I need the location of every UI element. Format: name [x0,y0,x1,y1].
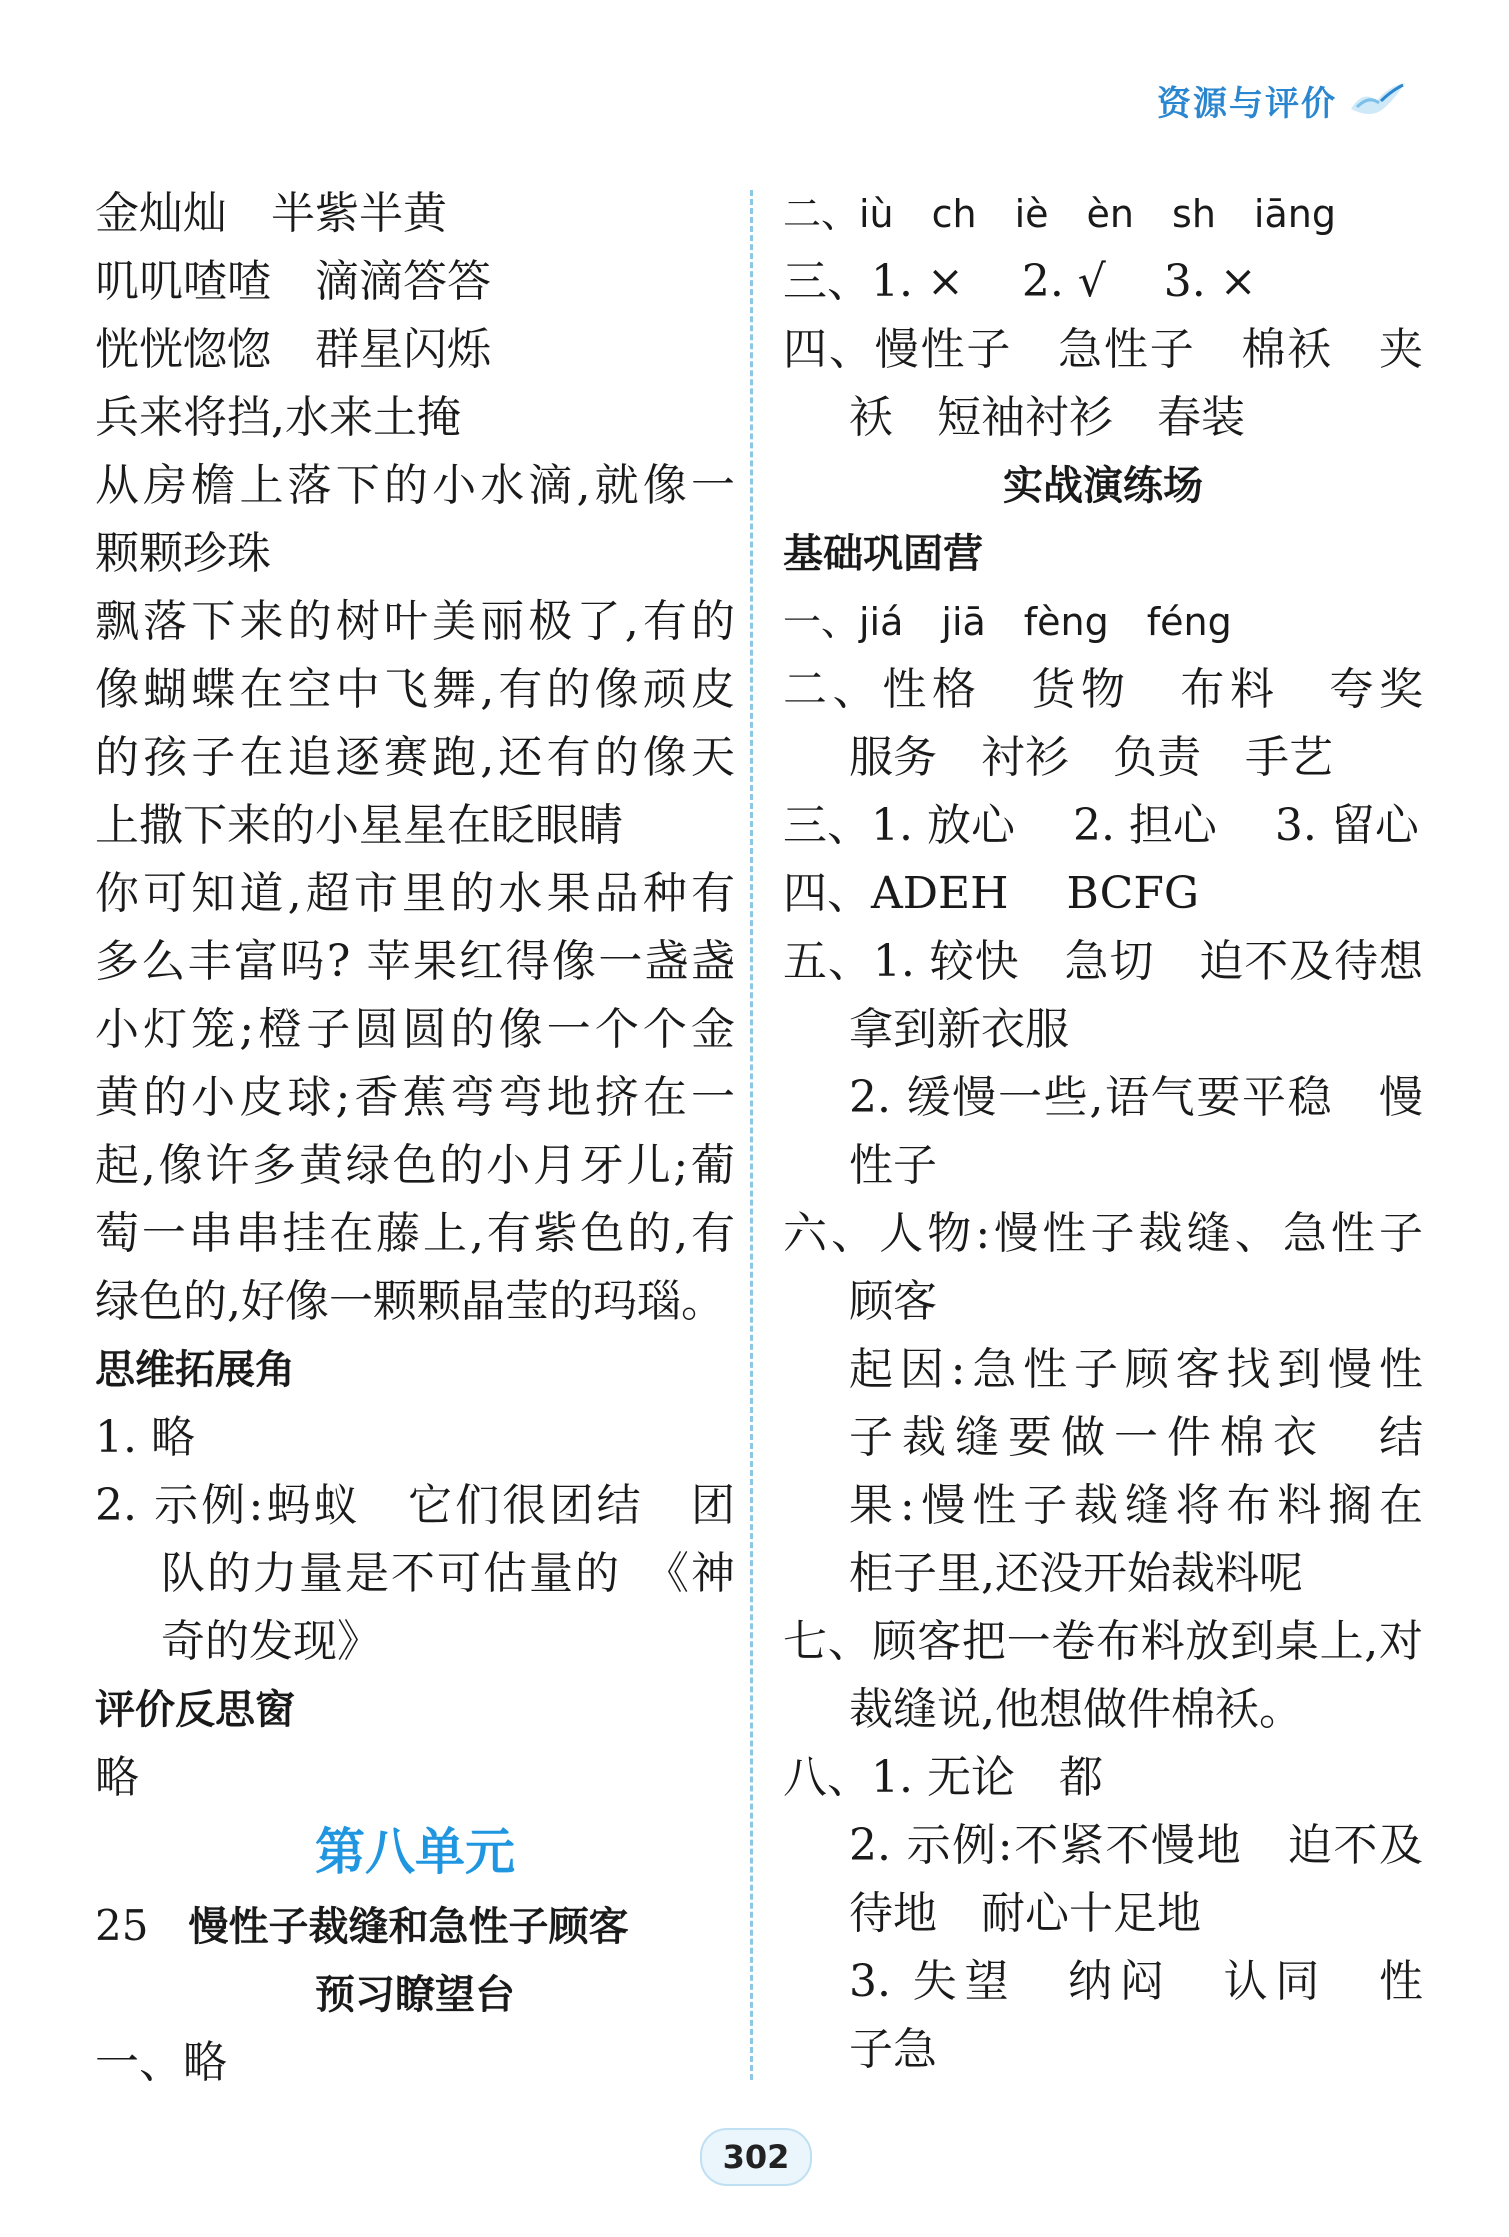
section-heading: 基础巩固营 [783,531,983,577]
answer-line: 2. 示例:不紧不慢地 迫不及 [849,1820,1423,1871]
answer-line: 待地 耐心十足地 [849,1888,1201,1939]
answer-line: 三、1. × 2. √ 3. × [783,256,1257,307]
answer-line: 奇的发现》 [161,1616,381,1667]
answer-line: 飘落下来的树叶美丽极了,有的 [95,596,735,647]
answer-line: 一、略 [95,2037,227,2088]
answer-line: 上撒下来的小星星在眨眼睛 [95,800,623,851]
page-number: 302 [700,2128,812,2186]
running-header [1157,76,1409,125]
answer-line: 你可知道,超市里的水果品种有 [95,868,735,919]
answer-line: 恍恍惚惚 群星闪烁 [95,324,491,375]
answer-line: 八、1. 无论 都 [783,1752,1103,1803]
answer-line: 子裁缝要做一件棉衣 结 [849,1412,1423,1463]
section-heading: 实战演练场 [1003,463,1203,509]
answer-line: 五、1. 较快 急切 迫不及待想 [783,936,1423,987]
answer-line: 二、性格 货物 布料 夸奖 [783,664,1423,715]
answer-line: 略 [95,1752,139,1803]
answer-line: 2. 示例:蚂蚁 它们很团结 团 [95,1480,735,1531]
answer-line: 子急 [849,2024,937,2075]
answer-line: 服务 衬衫 负责 手艺 [849,732,1333,783]
answer-line: 性子 [849,1140,937,1191]
section-heading: 思维拓展角 [95,1347,295,1393]
lesson-heading [95,1892,735,1961]
section-heading: 评价反思窗 [95,1687,295,1733]
answer-line: 裁缝说,他想做件棉袄。 [849,1684,1303,1735]
header-title: 资源与评价 [1157,84,1337,124]
answer-line: 多么丰富吗? 苹果红得像一盏盏 [95,936,735,987]
answer-line: 小灯笼;橙子圆圆的像一个个金 [95,1004,735,1055]
answer-line: 3. 失望 纳闷 认同 性 [849,1956,1423,2007]
answer-line: 果:慢性子裁缝将布料搁在 [849,1480,1423,1531]
answer-line: 黄的小皮球;香蕉弯弯地挤在一 [95,1072,735,1123]
answer-line: 七、顾客把一卷布料放到桌上,对 [783,1616,1423,1667]
lesson-number: 25 [95,1901,149,1950]
book-logo-icon [1347,79,1409,123]
answer-line: 起,像许多黄绿色的小月牙儿;葡 [95,1140,735,1191]
right-column [783,180,1423,2084]
answer-line: 三、1. 放心 2. 担心 3. 留心 [783,800,1419,851]
answer-line: 2. 缓慢一些,语气要平稳 慢 [849,1072,1423,1123]
section-heading: 预习瞭望台 [315,1972,515,2018]
answer-line: 颗颗珍珠 [95,528,271,579]
column-divider [750,190,753,2080]
answer-line: 顾客 [849,1276,937,1327]
answer-line: 的孩子在追逐赛跑,还有的像天 [95,732,735,783]
answer-line: 四、ADEH BCFG [783,868,1200,919]
answer-line: 1. 略 [95,1412,195,1463]
answer-line: 袄 短袖衬衫 春装 [849,392,1245,443]
answer-line: 六、人物:慢性子裁缝、急性子 [783,1208,1423,1259]
answer-line: 队的力量是不可估量的 《神 [161,1548,735,1599]
answer-line: 四、慢性子 急性子 棉袄 夹 [783,324,1423,375]
answer-line: 起因:急性子顾客找到慢性 [849,1344,1423,1395]
answer-line: 绿色的,好像一颗颗晶莹的玛瑙。 [95,1276,725,1327]
unit-title: 第八单元 [315,1823,515,1881]
answer-line: 从房檐上落下的小水滴,就像一 [95,460,735,511]
answer-line: 柜子里,还没开始裁料呢 [849,1548,1303,1599]
lesson-title: 慢性子裁缝和急性子顾客 [188,1904,629,1950]
answer-line: 二、iù ch iè èn sh iāng [783,192,1336,236]
answer-line: 兵来将挡,水来土掩 [95,392,461,443]
answer-line: 金灿灿 半紫半黄 [95,188,447,239]
answer-line: 拿到新衣服 [849,1004,1069,1055]
left-column [95,180,735,2097]
answer-line: 像蝴蝶在空中飞舞,有的像顽皮 [95,664,735,715]
answer-line: 萄一串串挂在藤上,有紫色的,有 [95,1208,735,1259]
answer-line: 一、jiá jiā fèng féng [783,600,1232,644]
answer-line: 叽叽喳喳 滴滴答答 [95,256,491,307]
